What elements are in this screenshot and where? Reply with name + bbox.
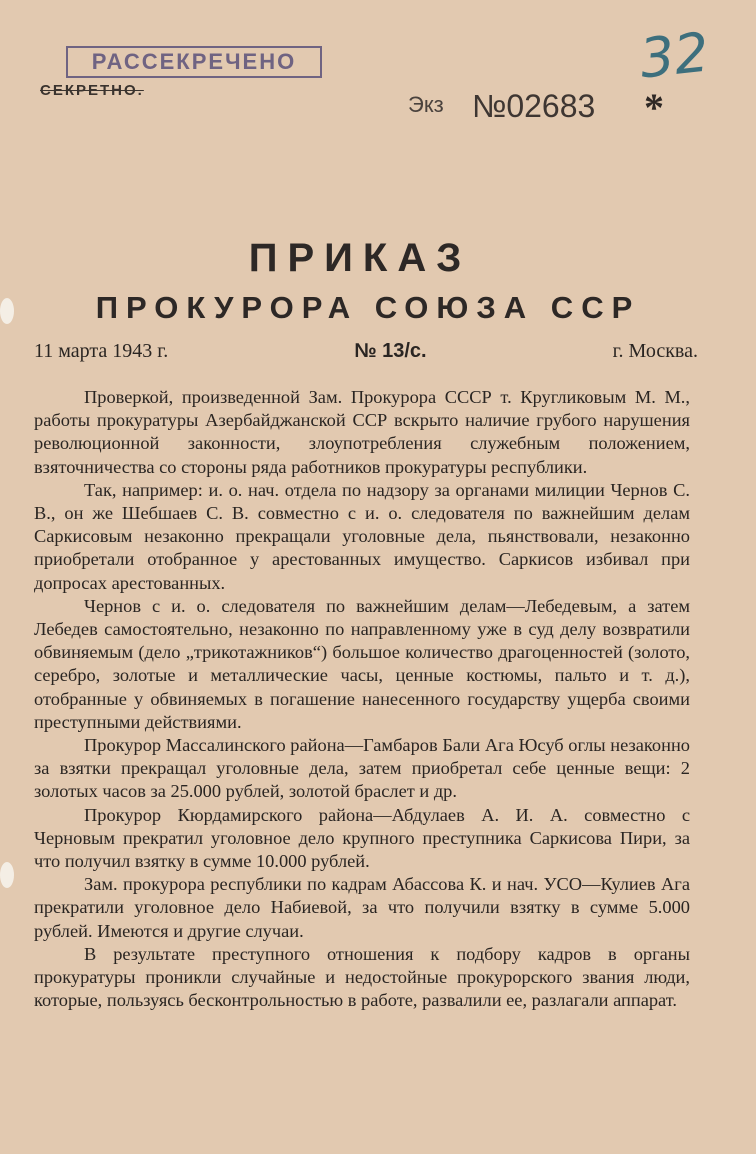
paragraph: Проверкой, произведенной Зам. Прокурора СССР т. Кругликовым М. М., работы прокуратуры Азербайджанской ССР вскрыто наличие грубого нарушения революционной законности, злоупотребления служебным положением, взяточничества со стороны ряда работников прокуратуры республики.	[34, 387, 690, 477]
date-line	[34, 340, 698, 363]
binding-hole	[0, 862, 14, 888]
declassified-stamp: РАССЕКРЕЧЕНО	[66, 46, 322, 78]
paragraph: Так, например: и. о. нач. отдела по надзору за органами милиции Чернов С. В., он же Шебшаев С. В. совместно с и. о. следователя по важнейшим делам Саркисовым незаконно прекращали уголовные дела, пьянствовали, незаконно приобретали отобранное у арестованных имущество. Саркисов избивал при допросах арестованных.	[34, 479, 690, 593]
secret-mark-struck: СЕКРЕТНО.	[40, 82, 144, 99]
paragraph: В результате преступного отношения к подбору кадров в органы прокуратуры проникли случайные и недостойные прокурорского звания люди, которые, пользуясь бесконтрольностью в работе, развалили ее, разлагали аппарат.	[34, 943, 690, 1011]
paragraph: Прокурор Массалинского района—Гамбаров Бали Ага Юсуб оглы незаконно за взятки прекращал уголовные дела, затем приобретал себе ценные вещи: 2 золотых часов за 25.000 рублей, золотой браслет и др.	[34, 735, 690, 802]
order-body	[34, 386, 690, 1012]
paragraph: Прокурор Кюрдамирского района—Абдулаев А. И. А. совместно с Черновым прекратил уголовное дело крупного преступника Саркисова Пири, за что получил взятку в сумме 10.000 рублей.	[34, 804, 690, 872]
order-date: 11 марта 1943 г.	[34, 340, 169, 362]
asterisk-mark: *	[644, 85, 664, 130]
document-title: ПРИКАЗ	[248, 236, 472, 280]
handwritten-page-number: 32	[636, 20, 712, 91]
paragraph: Чернов с и. о. следователя по важнейшим делам—Лебедевым, а затем Лебедев самостоятельно, незаконно по направленному уже в суд делу возвратили обвиняемым (дело „трикотажников“) большое количество драгоценностей (золото, серебро, золотые и металлические часы, ценные костюмы, пальто и т. д.), отобранные у обвиняемых в погашение нанесенного государству ущерба своими преступными действиями.	[34, 595, 690, 732]
order-place: г. Москва.	[612, 340, 698, 362]
copy-label: Экз	[408, 92, 444, 117]
document-subtitle: ПРОКУРОРА СОЮЗА ССР	[95, 290, 641, 325]
paragraph: Зам. прокурора республики по кадрам Абассова К. и нач. УСО—Кулиев Ага прекратили уголовное дело Набиевой, за что получили взятку в сумме 5.000 рублей. Имеются и другие случаи.	[34, 874, 690, 941]
copy-number: №02683	[472, 88, 596, 124]
order-number: № 13/с.	[354, 340, 427, 362]
